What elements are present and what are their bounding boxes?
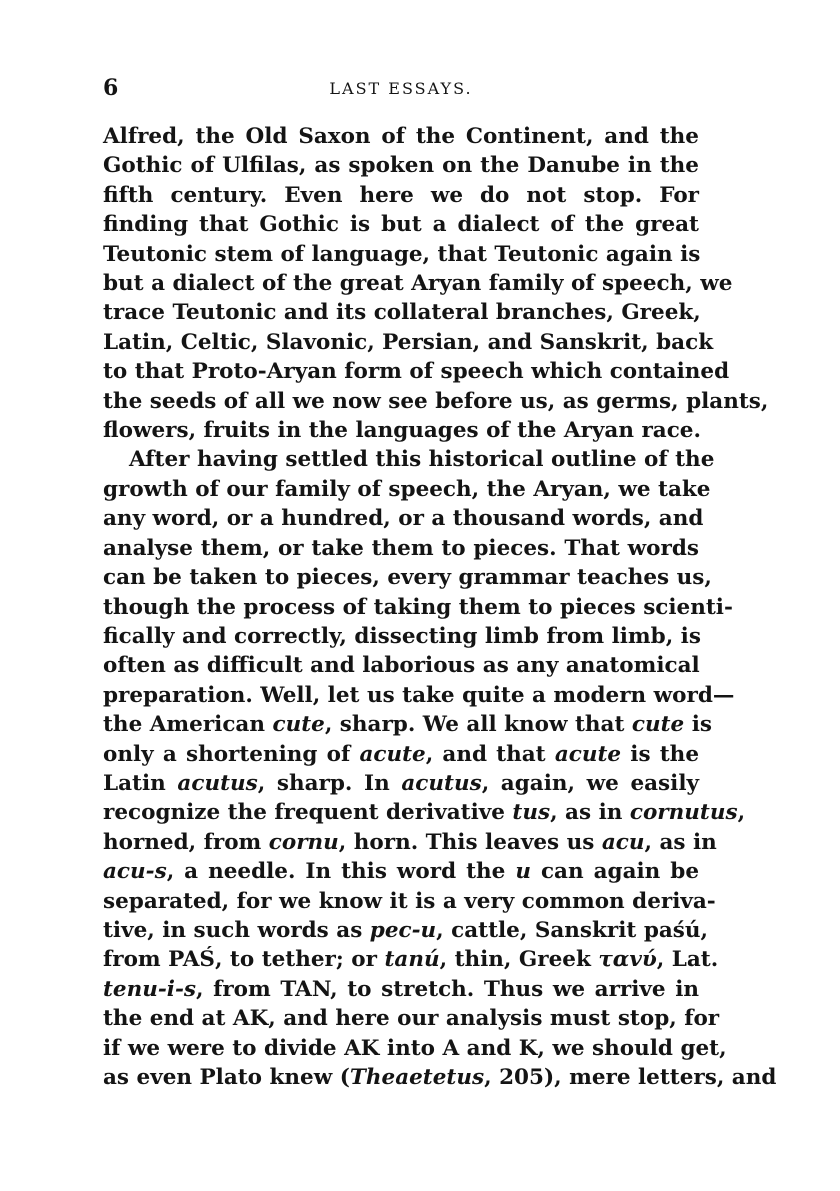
running-head: LAST ESSAYS. — [329, 79, 473, 98]
italic-term: acutus — [177, 770, 258, 796]
paragraph — [103, 445, 777, 1092]
text-run: analyse them, or take them to pieces. That words — [103, 535, 699, 561]
text-run: preparation. Well, let us take quite a modern word— — [103, 682, 735, 708]
text-run: finding that Gothic is but a dialect of the great — [103, 212, 699, 238]
text-run: from PAŚ, to tether; or — [103, 947, 385, 973]
text-run: , from TAN, to stretch. Thus we arrive in — [196, 976, 699, 1002]
body-text — [103, 122, 777, 1092]
text-line — [103, 416, 699, 445]
text-run: any word, or a hundred, or a thousand words, and — [103, 506, 704, 532]
text-run: , 205), mere letters, and — [484, 1065, 777, 1090]
text-run: Gothic of Ulfilas, as spoken on the Danube in the — [103, 153, 699, 179]
text-run: can again be — [530, 859, 700, 885]
text-run: often as difficult and laborious as any anatomical — [103, 653, 700, 679]
italic-term: acu — [601, 829, 645, 855]
italic-term: acute — [359, 741, 426, 767]
italic-term: cute — [272, 712, 325, 738]
paragraph — [103, 122, 769, 445]
text-run: Latin, Celtic, Slavonic, Persian, and Sanskrit, back — [103, 329, 714, 355]
text-line — [103, 240, 699, 269]
text-line — [103, 504, 704, 533]
text-line — [103, 857, 699, 886]
text-run: the seeds of all we now see before us, as germs, plants, — [103, 388, 769, 414]
text-line — [103, 622, 699, 651]
text-line — [103, 357, 730, 386]
text-run: , Lat. — [656, 947, 719, 973]
text-line — [103, 945, 719, 974]
page-header — [103, 75, 699, 105]
italic-term: acu-s — [103, 859, 167, 885]
text-run: fifth century. Even here we do not stop. For — [103, 182, 699, 208]
italic-term: tenu-i-s — [103, 976, 196, 1002]
italic-term: tus — [512, 800, 551, 826]
text-line — [103, 1034, 727, 1063]
text-line — [103, 269, 733, 298]
text-run: , sharp. In — [257, 770, 402, 796]
text-line — [103, 769, 699, 798]
text-run: horned, from — [103, 829, 269, 855]
text-line — [103, 916, 709, 945]
text-run: is — [684, 712, 712, 738]
text-run: recognize the frequent derivative — [103, 800, 513, 826]
text-line — [103, 740, 699, 769]
text-line — [103, 298, 699, 327]
text-run: , sharp. We all know that — [324, 712, 632, 738]
text-run: , a needle. In this word the — [166, 859, 516, 885]
text-run: , thin, Greek — [439, 947, 599, 973]
italic-term: Theaetetus — [349, 1065, 485, 1090]
text-run: only a shortening of — [103, 741, 360, 767]
text-line — [103, 798, 746, 827]
text-run: to that Proto-Aryan form of speech which contained — [103, 359, 730, 385]
italic-term: acutus — [401, 770, 482, 796]
text-run: the end at AK, and here our analysis must stop, for — [103, 1006, 720, 1032]
text-line — [103, 681, 735, 710]
text-run: Latin — [103, 770, 178, 796]
text-line — [103, 475, 711, 504]
italic-term: cornu — [268, 829, 339, 855]
italic-term: acute — [554, 741, 622, 767]
text-run: tive, in such words as — [103, 917, 370, 943]
text-line — [103, 975, 699, 1004]
text-run: though the process of taking them to pieces scienti- — [103, 594, 733, 620]
text-run: the American — [103, 712, 273, 738]
text-line — [103, 651, 699, 680]
italic-term: cute — [631, 712, 685, 738]
italic-term: ταvύ — [598, 947, 657, 973]
text-run: can be taken to pieces, every grammar teaches us, — [103, 565, 712, 591]
text-run: , as in — [644, 829, 717, 855]
text-run: but a dialect of the great Aryan family of speech, we — [103, 271, 733, 297]
text-line — [103, 828, 717, 857]
text-line — [103, 1063, 777, 1092]
text-run: trace Teutonic and its collateral branches, Greek, — [103, 300, 701, 326]
italic-term: tanú — [384, 947, 440, 973]
text-line — [103, 328, 714, 357]
text-run: as even Plato knew ( — [103, 1065, 350, 1090]
text-run: Teutonic stem of language, that Teutonic again is — [103, 241, 701, 267]
text-run: , and that — [425, 741, 555, 767]
text-run: , as in — [550, 800, 630, 826]
text-run: growth of our family of speech, the Aryan, we take — [103, 476, 711, 502]
text-line — [103, 563, 712, 592]
text-run: if we were to divide AK into A and K, we should get, — [103, 1035, 727, 1061]
page-number: 6 — [103, 75, 119, 101]
text-run: fically and correctly, dissecting limb from limb, is — [103, 623, 701, 649]
text-line — [103, 387, 769, 416]
text-run: Alfred, the Old Saxon of the Continent, and the — [103, 124, 699, 149]
text-line — [103, 887, 716, 916]
italic-term: u — [515, 859, 531, 885]
text-line — [103, 710, 712, 739]
text-line — [103, 122, 699, 151]
text-line — [103, 181, 699, 210]
text-run: separated, for we know it is a very common deriva- — [103, 888, 716, 914]
text-line — [103, 534, 699, 563]
text-run: is the — [621, 741, 699, 767]
text-run: , — [737, 800, 746, 826]
text-run: After having settled this historical outline of the — [129, 447, 715, 473]
text-line — [103, 1004, 720, 1033]
text-line — [103, 210, 699, 239]
text-run: , again, we easily — [481, 770, 699, 796]
text-line — [103, 593, 733, 622]
text-line — [103, 445, 715, 474]
italic-term: pec-u — [369, 917, 437, 943]
text-run: , horn. This leaves us — [338, 829, 602, 855]
text-run: , cattle, Sanskrit paśú, — [436, 917, 709, 943]
text-line — [103, 151, 699, 180]
italic-term: cornutus — [629, 800, 738, 826]
text-run: flowers, fruits in the languages of the Aryan race. — [103, 418, 701, 444]
